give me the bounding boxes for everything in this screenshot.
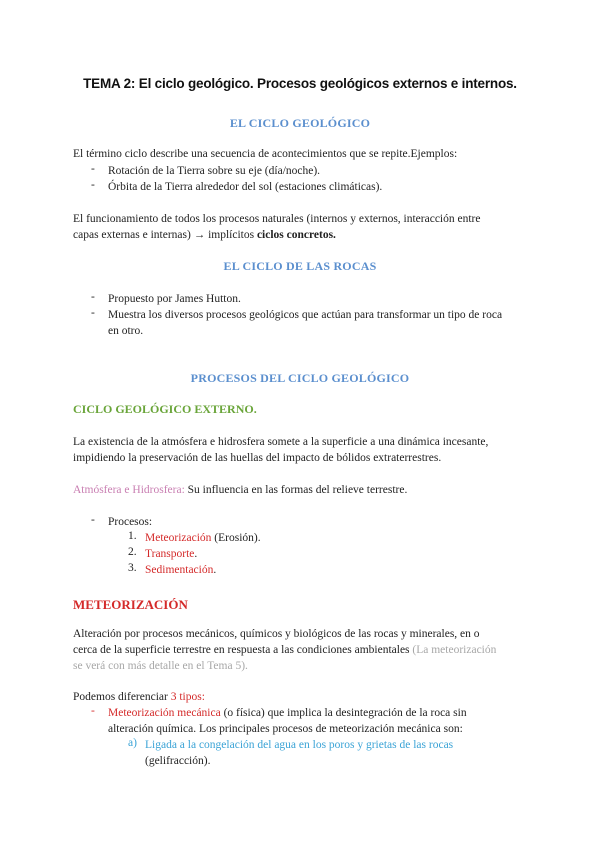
intro-paragraph: El término ciclo describe una secuencia de acontecimientos que se repite.Ejemplos: <box>73 148 458 160</box>
externo-line-1: La existencia de la atmósfera e hidrosfera somete a la superficie a una dinámica incesante, <box>73 436 489 448</box>
mecanica-line-2: alteración química. Los principales procesos de meteorización mecánica son: <box>108 723 463 735</box>
alteracion-line-3: se verá con más detalle en el Tema 5). <box>73 660 248 672</box>
funcionamiento-line-1: El funcionamiento de todos los procesos naturales (internos y externos, interacción entre <box>73 213 481 225</box>
bullet-dash: - <box>91 514 95 526</box>
atmosfera-label: Atmósfera e Hidrosfera: <box>73 484 185 496</box>
list-item: Meteorización (Erosión). <box>145 532 261 544</box>
list-letter: a) <box>128 737 137 749</box>
list-item: Órbita de la Tierra alrededor del sol (estaciones climáticas). <box>108 181 383 193</box>
list-item: Transporte. <box>145 548 198 560</box>
list-item: Sedimentación. <box>145 564 217 576</box>
bullet-dash: - <box>91 307 95 319</box>
funcionamiento-line-2: capas externas e internas) → implícitos ciclos concretos. <box>73 229 336 241</box>
list-item: Muestra los diversos procesos geológicos que actúan para transformar un tipo de roca <box>108 309 503 321</box>
alteracion-line-2: cerca de la superficie terrestre en respuesta a las condiciones ambientales (La meteorización <box>73 644 497 656</box>
list-item: Propuesto por James Hutton. <box>108 293 241 305</box>
list-number: 3. <box>128 562 137 574</box>
externo-heading: CICLO GEOLÓGICO EXTERNO. <box>73 402 257 416</box>
atmosfera-line: Atmósfera e Hidrosfera: Su influencia en las formas del relieve terrestre. <box>73 484 408 496</box>
page-title: TEMA 2: El ciclo geológico. Procesos geológicos externos e internos. <box>83 76 517 91</box>
procesos-label: Procesos: <box>108 516 153 528</box>
list-number: 2. <box>128 546 137 558</box>
alteracion-line-1: Alteración por procesos mecánicos, químicos y biológicos de las rocas y minerales, en o <box>73 628 480 640</box>
sub-item-a-continuation: (gelifracción). <box>145 755 211 767</box>
bullet-dash: - <box>91 163 95 175</box>
ciclos-concretos-bold: ciclos concretos. <box>256 229 336 241</box>
list-number: 1. <box>128 530 137 542</box>
mecanica-line-1: Meteorización mecánica (o física) que implica la desintegración de la roca sin <box>108 707 467 719</box>
bullet-dash: - <box>91 291 95 303</box>
bullet-dash: - <box>91 179 95 191</box>
list-item-continuation: en otro. <box>108 325 144 337</box>
section-heading-procesos: PROCESOS DEL CICLO GEOLÓGICO <box>190 371 410 385</box>
bullet-dash: - <box>91 705 95 717</box>
externo-line-2: impidiendo la preservación de las huellas del impacto de bólidos extraterrestres. <box>73 452 442 464</box>
list-item: Rotación de la Tierra sobre su eje (día/noche). <box>108 165 321 177</box>
sub-item-a: Ligada a la congelación del agua en los poros y grietas de las rocas <box>145 739 454 751</box>
meteorizacion-heading: METEORIZACIÓN <box>73 597 188 612</box>
diferenciar-line: Podemos diferenciar 3 tipos: <box>73 691 205 703</box>
section-heading-ciclo: EL CICLO GEOLÓGICO <box>229 116 371 130</box>
section-heading-rocas: EL CICLO DE LAS ROCAS <box>223 259 377 273</box>
